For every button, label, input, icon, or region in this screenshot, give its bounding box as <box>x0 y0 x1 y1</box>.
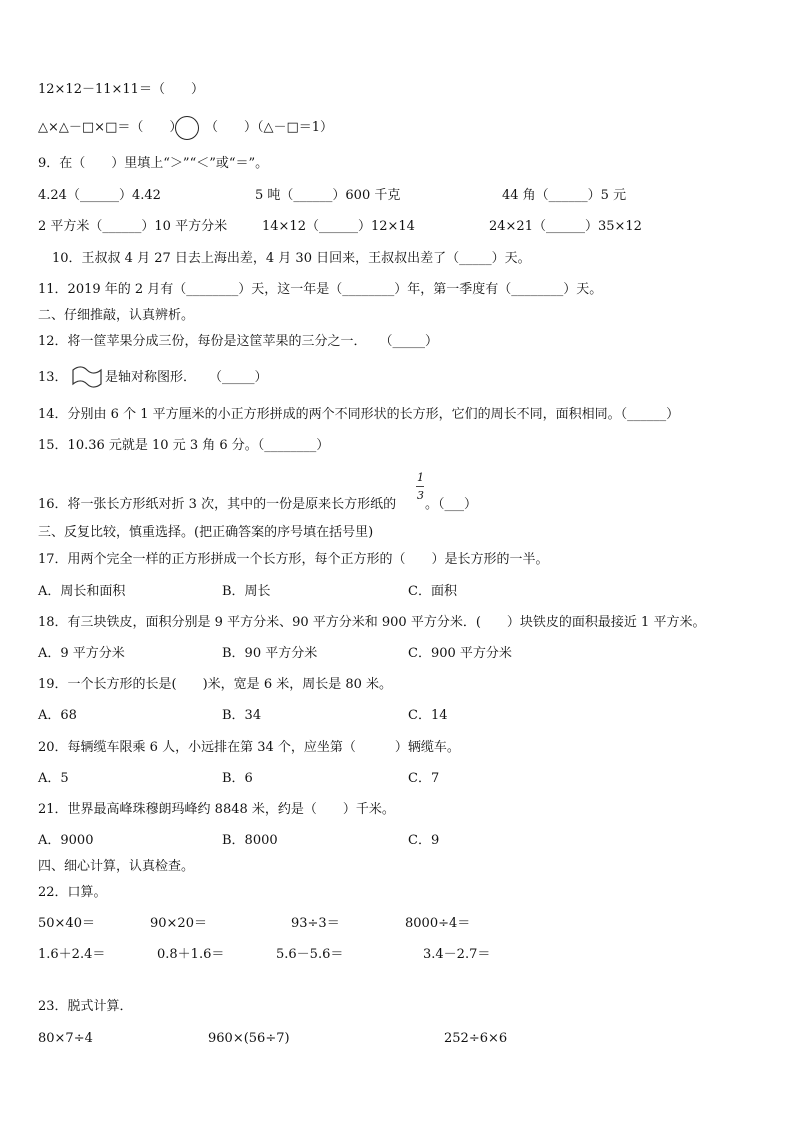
oral-calc-item: 3.4－2.7＝ <box>423 947 491 962</box>
oral-calc-item: 8000÷4＝ <box>405 916 471 931</box>
question-21: 21．世界最高峰珠穆朗玛峰约 8848 米，约是（ ）千米。 <box>38 802 395 817</box>
oral-calc-item: 5.6－5.6＝ <box>276 947 344 962</box>
option-a: A．5 <box>38 771 69 786</box>
oral-calc-item: 90×20＝ <box>150 916 207 931</box>
question-18: 18．有三块铁皮，面积分别是 9 平方分米、90 平方分米和 900 平方分米．( ）块铁皮的面积最接近 1 平方米。 <box>38 615 706 630</box>
option-b: B．34 <box>222 708 262 723</box>
stepwise-calc-item: 252÷6×6 <box>444 1031 508 1046</box>
flag-shape-icon <box>72 366 102 388</box>
question-12: 12．将一筐苹果分成三份，每份是这筐苹果的三分之一． （_____） <box>38 334 439 349</box>
compare-item: 14×12（______）12×14 <box>262 219 415 234</box>
fraction-bar <box>416 486 424 487</box>
stepwise-calc-item: 80×7÷4 <box>38 1031 93 1046</box>
fraction-numerator: 1 <box>417 471 424 484</box>
option-b: B．6 <box>222 771 253 786</box>
oral-calc-item: 93÷3＝ <box>291 916 340 931</box>
question-19: 19．一个长方形的长是( )米，宽是 6 米，周长是 80 米。 <box>38 677 393 692</box>
option-b: B．8000 <box>222 833 278 848</box>
section-heading: 四、细心计算，认真检查。 <box>38 859 195 874</box>
option-c: C．7 <box>408 771 440 786</box>
question-16: 16．将一张长方形纸对折 3 次，其中的一份是原来长方形纸的 <box>38 497 397 512</box>
question-14: 14．分别由 6 个 1 平方厘米的小正方形拼成的两个不同形状的长方形，它们的周长不同，面积相同。（______） <box>38 407 680 422</box>
option-c: C．900 平方分米 <box>408 646 512 661</box>
question-line: （ ）（△－□＝1） <box>205 120 334 135</box>
option-b: B．周长 <box>222 584 271 599</box>
question-line: 12×12－11×11＝（ ） <box>38 82 204 97</box>
option-b: B．90 平方分米 <box>222 646 318 661</box>
oral-calc-item: 0.8＋1.6＝ <box>157 947 225 962</box>
option-c: C．9 <box>408 833 440 848</box>
question-13: 是轴对称图形． （_____） <box>105 370 268 385</box>
option-c: C．14 <box>408 708 448 723</box>
question-10: 10．王叔叔 4 月 27 日去上海出差，4 月 30 日回来，王叔叔出差了（_____）天。 <box>52 251 531 266</box>
oral-calc-item: 50×40＝ <box>38 916 95 931</box>
question-15: 15．10.36 元就是 10 元 3 角 6 分。（________） <box>38 438 330 453</box>
question-17: 17．用两个完全一样的正方形拼成一个长方形，每个正方形的（ ）是长方形的一半。 <box>38 552 549 567</box>
question-line: △×△－□×□＝（ ） <box>38 120 183 135</box>
section-heading: 三、反复比较，慎重选择。(把正确答案的序号填在括号里) <box>38 525 374 540</box>
question-11: 11．2019 年的 2 月有（________）天，这一年是（________）年，第一季度有（________）天。 <box>38 282 603 297</box>
question-22: 22．口算。 <box>38 885 107 900</box>
stepwise-calc-item: 960×(56÷7) <box>208 1031 290 1046</box>
option-a: A．68 <box>38 708 77 723</box>
option-a: A．9 平方分米 <box>38 646 125 661</box>
compare-item: 5 吨（______）600 千克 <box>255 188 401 203</box>
question-9: 9．在（ ）里填上“＞”“＜”或“＝”。 <box>38 156 269 171</box>
oral-calc-item: 1.6＋2.4＝ <box>38 947 106 962</box>
option-c: C．面积 <box>408 584 457 599</box>
fraction-denominator: 3 <box>417 489 424 502</box>
option-a: A．周长和面积 <box>38 584 126 599</box>
compare-item: 2 平方米（______）10 平方分米 <box>38 219 228 234</box>
compare-item: 4.24（______）4.42 <box>38 188 161 203</box>
question-23: 23．脱式计算． <box>38 999 133 1014</box>
option-a: A．9000 <box>38 833 94 848</box>
question-20: 20．每辆缆车限乘 6 人，小远排在第 34 个，应坐第（ ）辆缆车。 <box>38 740 460 755</box>
question-13-number: 13． <box>38 370 68 385</box>
compare-item: 24×21（______）35×12 <box>489 219 642 234</box>
circle-blank-icon <box>175 116 199 140</box>
question-16-tail: 。（___） <box>425 497 478 512</box>
compare-item: 44 角（______）5 元 <box>502 188 627 203</box>
section-heading: 二、仔细推敲，认真辨析。 <box>38 308 195 323</box>
